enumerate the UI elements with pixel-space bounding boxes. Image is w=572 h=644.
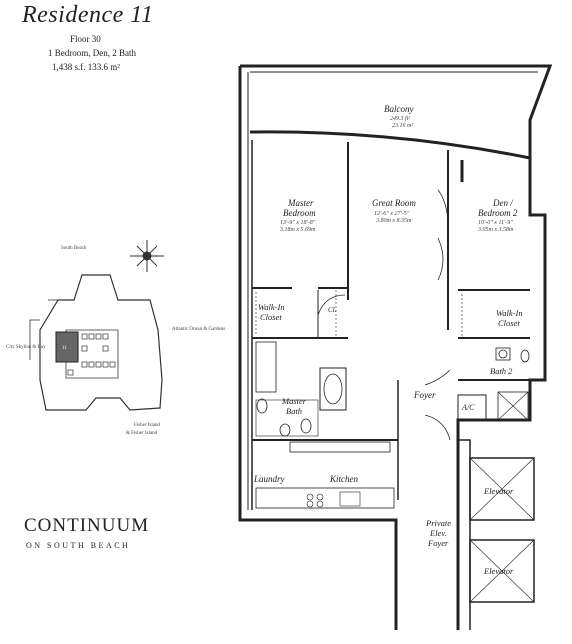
master-bath-label: Master xyxy=(282,396,307,406)
keyplan-north-label: South Beach xyxy=(61,246,87,251)
den-label-2: Bedroom 2 xyxy=(478,208,518,218)
master-bedroom-label-2: Bedroom xyxy=(283,208,316,218)
balcony-dim1: 249.3 ft² xyxy=(390,116,411,122)
walkin-closet-left-label-2: Closet xyxy=(260,312,282,322)
walkin-closet-right-label: Walk-In xyxy=(496,308,523,318)
walkin-closet-left-label: Walk-In xyxy=(258,302,285,312)
den-label: Den / xyxy=(493,198,513,208)
residence-title: Residence 11 xyxy=(22,2,154,28)
floor-label: Floor 30 xyxy=(70,34,101,44)
keyplan-south-label-2: & Fisher Island xyxy=(126,431,158,436)
private-foyer-label-3: Foyer xyxy=(428,538,449,548)
area-label: 1,438 s.f. 133.6 m² xyxy=(52,62,120,72)
balcony-label: Balcony xyxy=(384,104,414,114)
private-foyer-label: Private xyxy=(426,518,452,528)
den-dim1: 10'-0" x 11'-9" xyxy=(478,220,513,226)
keyplan-unit-number: 11 xyxy=(62,346,67,351)
walkin-closet-right-label-2: Closet xyxy=(498,318,520,328)
key-plan xyxy=(30,240,164,410)
private-foyer-label-2: Elev. xyxy=(430,528,447,538)
foyer-label: Foyer xyxy=(414,390,436,400)
great-room-dim2: 3.80m x 8.35m xyxy=(376,218,412,224)
brand-tagline: ON SOUTH BEACH xyxy=(26,541,131,550)
keyplan-east-label: Atlantic Ocean & Gardens xyxy=(172,327,226,332)
closet-label: Cl. xyxy=(328,306,337,314)
keyplan-south-label: Fisher Island xyxy=(134,423,160,428)
master-bedroom-dim1: 13'-9" x 18'-8" xyxy=(280,220,316,226)
den-dim2: 3.05m x 3.58m xyxy=(478,227,514,233)
brand-name: CONTINUUM xyxy=(24,515,150,536)
elevator-2-label: Elevator xyxy=(484,566,514,576)
master-bedroom-dim2: 3.18m x 5.69m xyxy=(280,227,316,233)
bath2-label: Bath 2 xyxy=(490,366,513,376)
floor-plan xyxy=(240,66,550,630)
laundry-label: Laundry xyxy=(254,474,285,484)
ac-label: A/C xyxy=(462,403,475,412)
great-room-label: Great Room xyxy=(372,198,416,208)
keyplan-west-label: City Skyline & Bay xyxy=(6,345,46,350)
great-room-dim1: 12'-6" x 27'-5" xyxy=(374,211,410,217)
master-bedroom-label: Master xyxy=(288,198,314,208)
kitchen-label: Kitchen xyxy=(330,474,358,484)
unit-type-label: 1 Bedroom, Den, 2 Bath xyxy=(48,48,136,58)
balcony-dim2: 23.16 m² xyxy=(392,123,414,129)
master-bath-label-2: Bath xyxy=(286,406,303,416)
compass-rose-icon xyxy=(130,240,164,272)
elevator-1-label: Elevator xyxy=(484,486,514,496)
